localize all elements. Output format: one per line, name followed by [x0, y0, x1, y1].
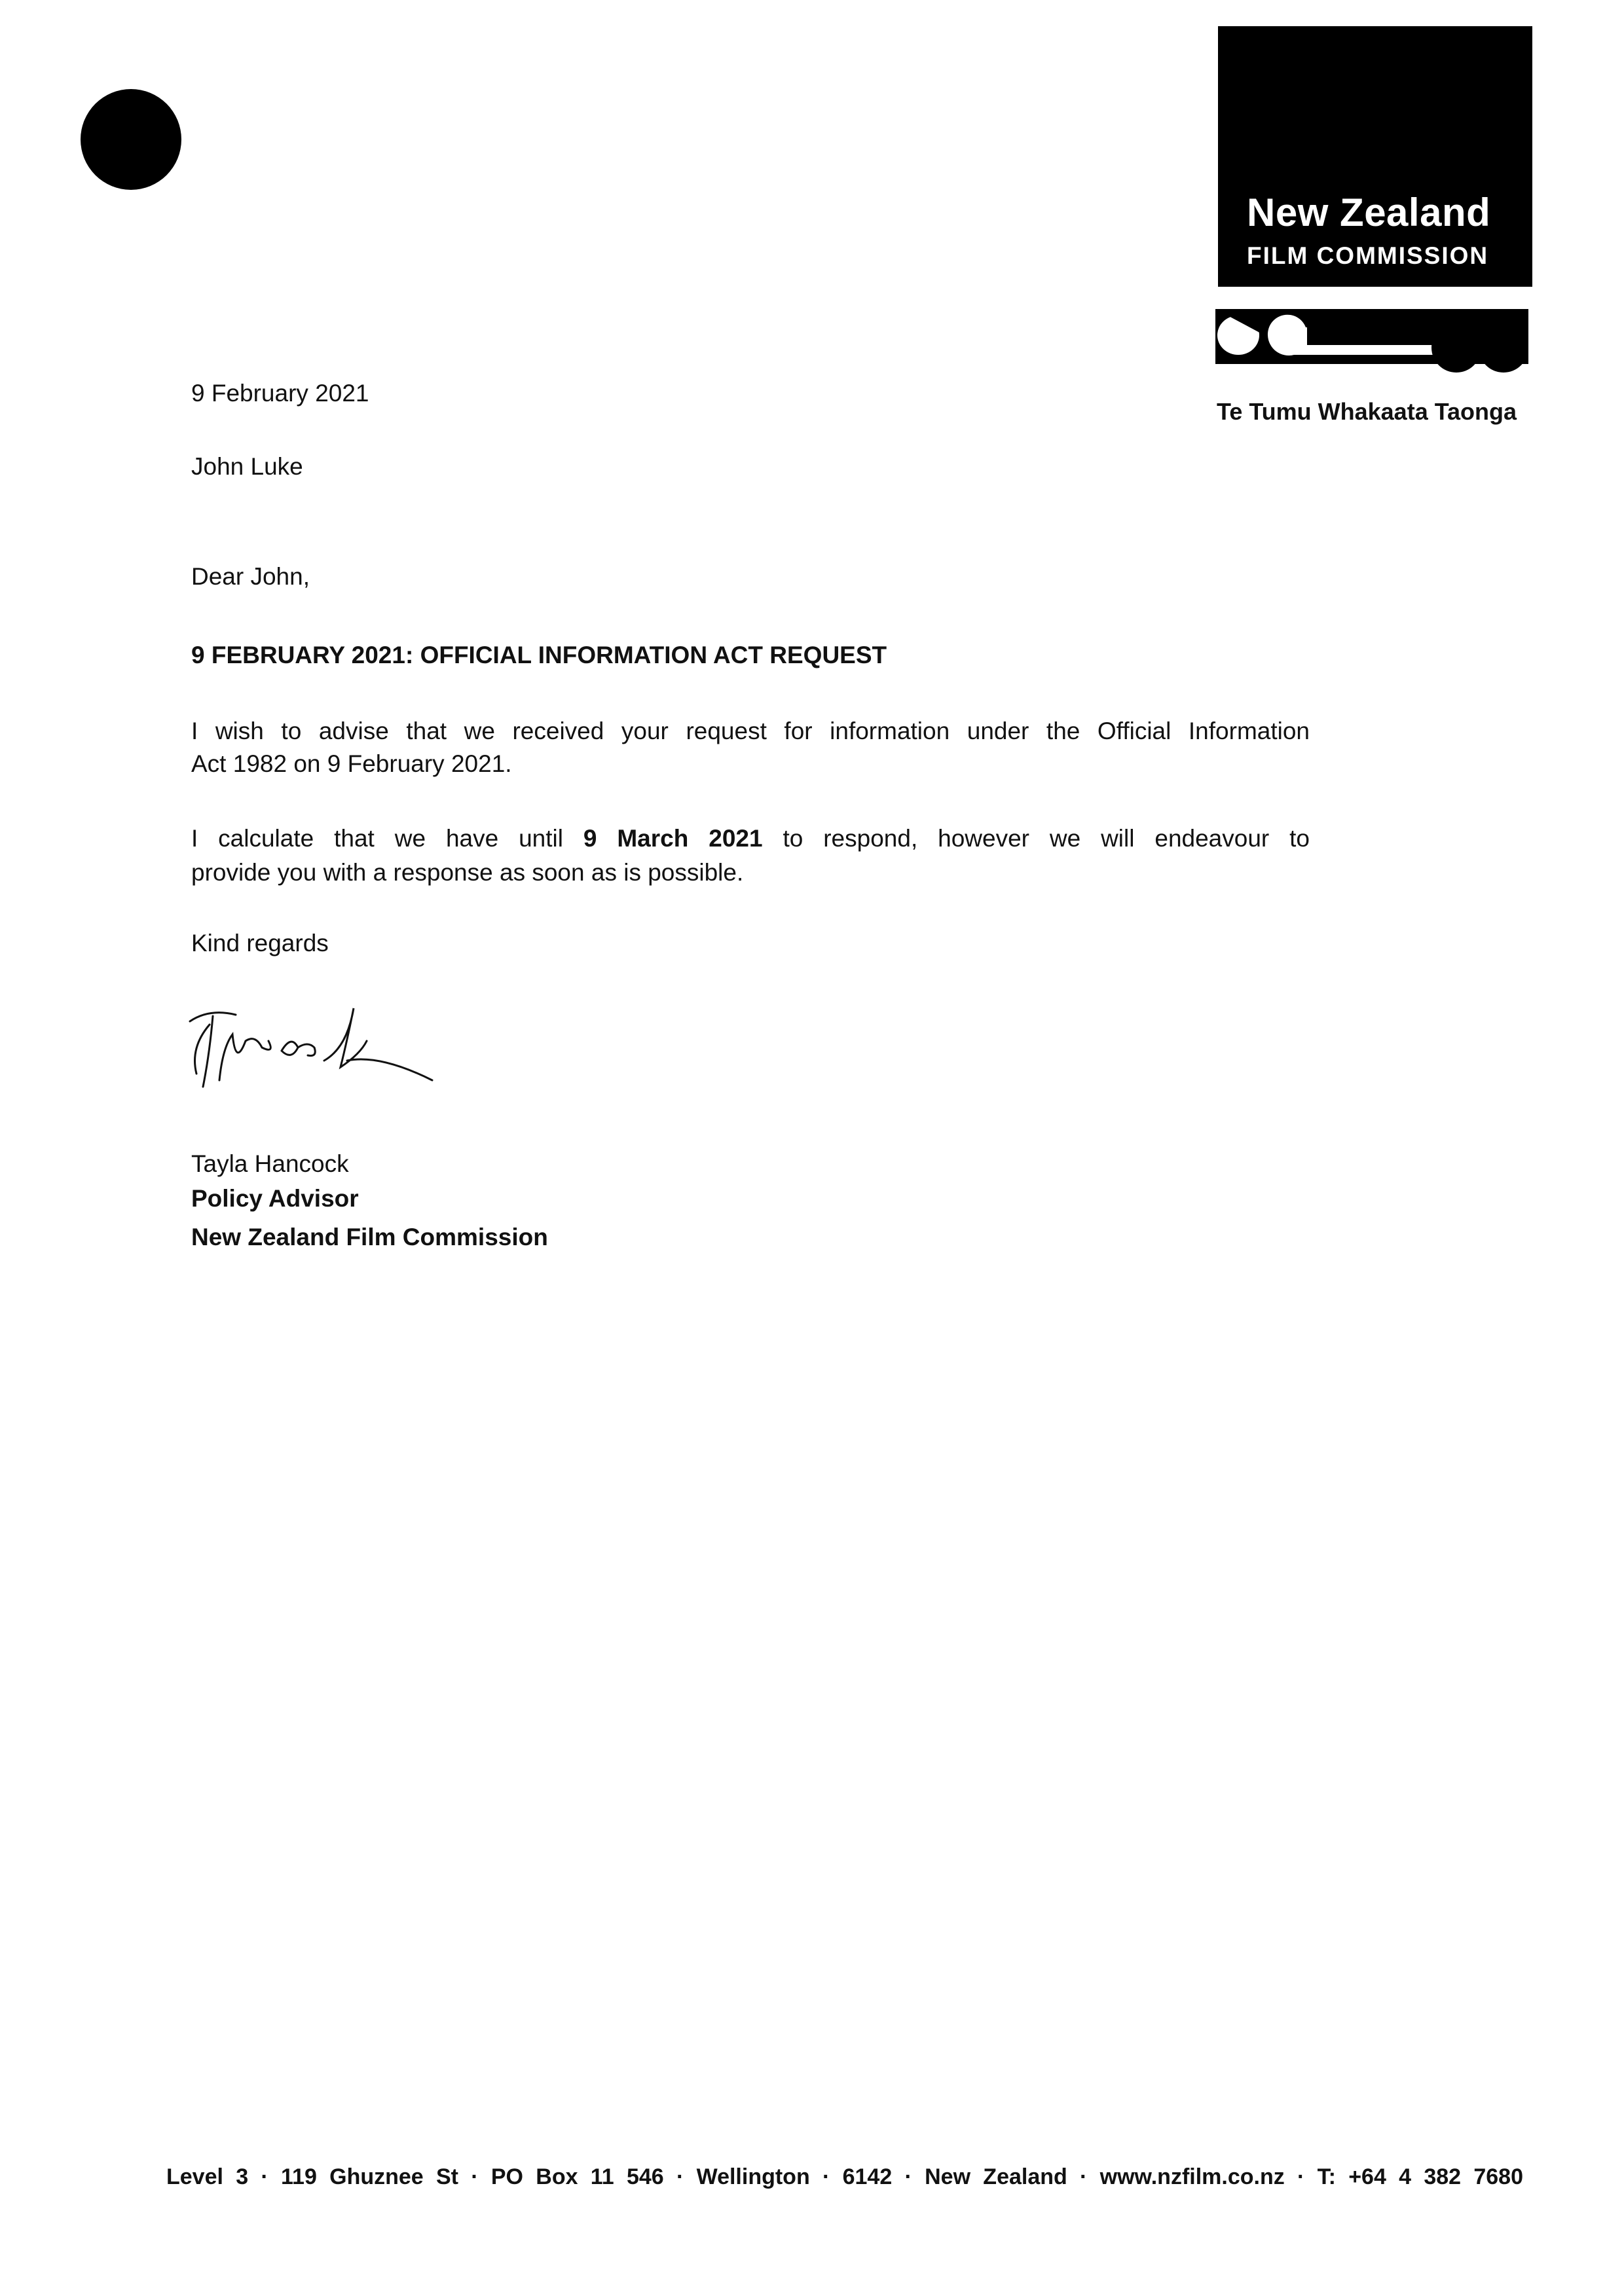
paragraph2-line2: provide you with a response as soon as is possible. [191, 859, 744, 886]
salutation: Dear John, [191, 563, 310, 590]
signer-title: Policy Advisor [191, 1185, 359, 1212]
nzfc-logo [1218, 26, 1532, 287]
letter-date: 9 February 2021 [191, 380, 369, 407]
logo-title: New Zealand [1247, 191, 1491, 234]
paragraph2-text: I calculate that we have until [191, 825, 583, 852]
paragraph1-line1: I wish to advise that we received your request for information under the Official Information [191, 718, 1310, 744]
closing: Kind regards [191, 930, 329, 957]
deadline-date: 9 March 2021 [583, 825, 763, 852]
signer-organisation: New Zealand Film Commission [191, 1224, 548, 1250]
footer-address: Level 3 · 119 Ghuznee St · PO Box 11 546 · Wellington · 6142 · New Zealand · www.nzfilm.co.nz · T: +64 4 382 7680 [166, 2164, 1523, 2189]
logo-tagline: Te Tumu Whakaata Taonga [1217, 398, 1517, 425]
logo-subtitle: FILM COMMISSION [1247, 242, 1489, 269]
logo-film-strip-icon [1215, 308, 1535, 378]
handwritten-signature [183, 995, 445, 1093]
recipient-name: John Luke [191, 453, 303, 480]
paragraph1-line2: Act 1982 on 9 February 2021. [191, 750, 512, 777]
punch-hole-mark [81, 89, 181, 190]
signer-name: Tayla Hancock [191, 1150, 349, 1177]
paragraph2-line1 [191, 826, 1310, 850]
paragraph2-text: to respond, however we will endeavour to [762, 825, 1310, 852]
letter-subject: 9 FEBRUARY 2021: OFFICIAL INFORMATION ACT REQUEST [191, 642, 887, 668]
